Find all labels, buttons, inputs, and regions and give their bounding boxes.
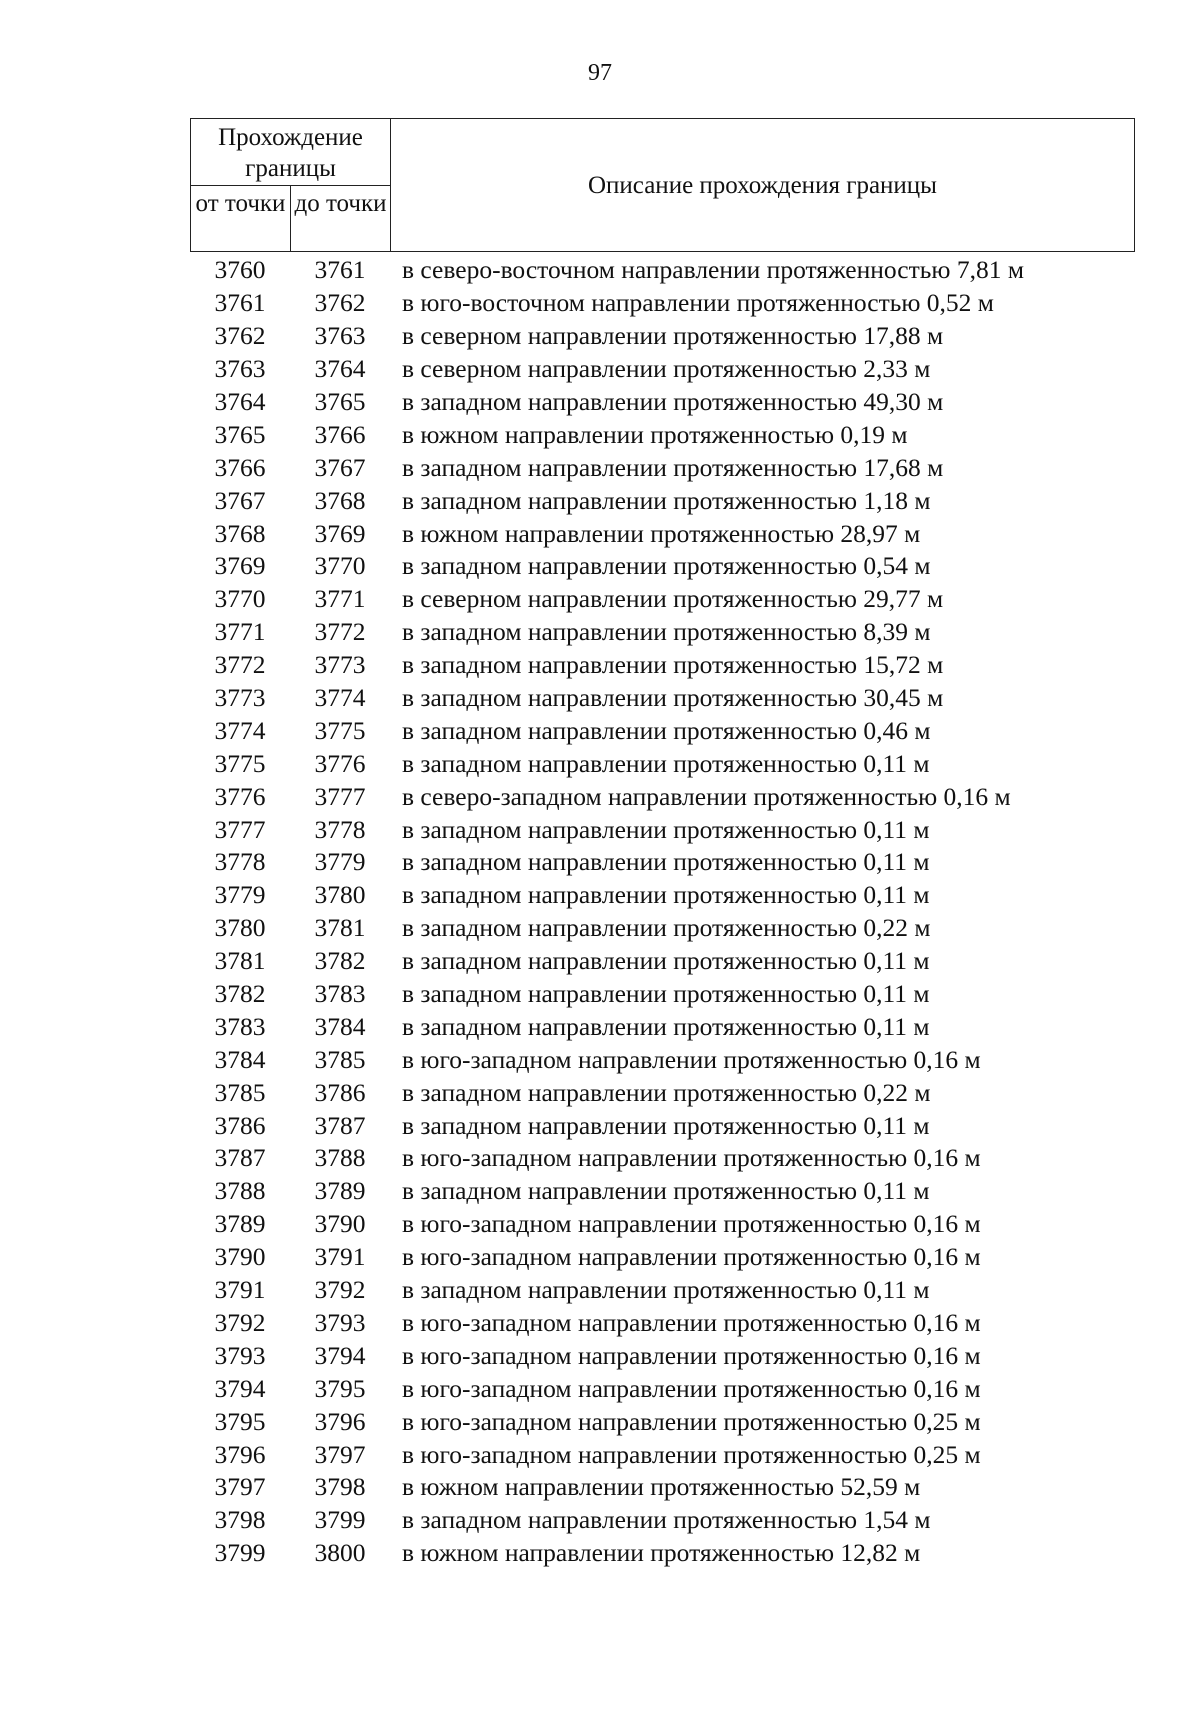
table-row (190, 550, 1135, 583)
page-number: 97 (588, 60, 612, 86)
to-point-cell: 3763 (314, 321, 366, 351)
to-point-cell: 3796 (314, 1406, 366, 1436)
to-point-cell: 3768 (314, 485, 366, 515)
to-point-cell: 3799 (314, 1505, 366, 1535)
header-boundary-passage: Прохождение границы (191, 119, 391, 186)
description-cell: в юго-западном направлении протяженностью 0,16 м (402, 1242, 981, 1272)
table-row (190, 353, 1135, 386)
from-point-cell: 3790 (214, 1242, 266, 1272)
from-point-cell: 3792 (214, 1307, 266, 1337)
to-point-cell: 3787 (314, 1110, 366, 1140)
from-point-cell: 3789 (214, 1209, 266, 1239)
from-point-cell: 3788 (214, 1176, 266, 1206)
to-point-cell: 3788 (314, 1143, 366, 1173)
table-row (190, 747, 1135, 780)
table-row (190, 1307, 1135, 1340)
from-point-cell: 3791 (214, 1275, 266, 1305)
from-point-cell: 3796 (214, 1439, 266, 1469)
to-point-cell: 3798 (314, 1472, 366, 1502)
table-row (190, 583, 1135, 616)
to-point-cell: 3793 (314, 1307, 366, 1337)
from-point-cell: 3760 (214, 255, 266, 285)
from-point-cell: 3763 (214, 354, 266, 384)
description-cell: в южном направлении протяженностью 28,97 м (402, 518, 921, 548)
description-cell: в северном направлении протяженностью 29,77 м (402, 584, 944, 614)
table-row (190, 386, 1135, 419)
to-point-cell: 3773 (314, 650, 366, 680)
description-cell: в западном направлении протяженностью 0,11 м (402, 847, 930, 877)
description-cell: в западном направлении протяженностью 0,11 м (402, 880, 930, 910)
description-cell: в юго-западном направлении протяженностью 0,25 м (402, 1439, 981, 1469)
table-row (190, 1405, 1135, 1438)
description-cell: в западном направлении протяженностью 0,11 м (402, 946, 930, 976)
header-description-label: Описание прохождения границы (588, 171, 937, 199)
description-cell: в южном направлении протяженностью 52,59 м (402, 1472, 921, 1502)
table-row (190, 1372, 1135, 1405)
from-point-cell: 3794 (214, 1373, 266, 1403)
from-point-cell: 3784 (214, 1044, 266, 1074)
table-row (190, 1504, 1135, 1537)
description-cell: в западном направлении протяженностью 30,45 м (402, 683, 944, 713)
table-row (190, 320, 1135, 353)
table-row (190, 912, 1135, 945)
to-point-cell: 3791 (314, 1242, 366, 1272)
from-point-cell: 3798 (214, 1505, 266, 1535)
from-point-cell: 3766 (214, 452, 266, 482)
table-row (190, 846, 1135, 879)
from-point-cell: 3795 (214, 1406, 266, 1436)
table-body (190, 254, 1135, 1570)
to-point-cell: 3797 (314, 1439, 366, 1469)
table-row (190, 1076, 1135, 1109)
description-cell: в западном направлении протяженностью 0,11 м (402, 1176, 930, 1206)
from-point-cell: 3773 (214, 683, 266, 713)
table-row (190, 1175, 1135, 1208)
description-cell: в юго-западном направлении протяженностью 0,16 м (402, 1209, 981, 1239)
table-row (190, 682, 1135, 715)
to-point-cell: 3779 (314, 847, 366, 877)
description-cell: в северном направлении протяженностью 2,33 м (402, 354, 931, 384)
from-point-cell: 3783 (214, 1011, 266, 1041)
table-row (190, 879, 1135, 912)
table-row (190, 451, 1135, 484)
from-point-cell: 3786 (214, 1110, 266, 1140)
to-point-cell: 3794 (314, 1340, 366, 1370)
to-point-cell: 3762 (314, 288, 366, 318)
from-point-cell: 3768 (214, 518, 266, 548)
from-point-cell: 3780 (214, 913, 266, 943)
table-row (190, 813, 1135, 846)
table-row (190, 945, 1135, 978)
from-point-cell: 3767 (214, 485, 266, 515)
to-point-cell: 3778 (314, 814, 366, 844)
description-cell: в юго-восточном направлении протяженностью 0,52 м (402, 288, 994, 318)
table-row (190, 1109, 1135, 1142)
header-to-point: до точки (291, 186, 391, 251)
table-row (190, 780, 1135, 813)
from-point-cell: 3774 (214, 715, 266, 745)
description-cell: в северном направлении протяженностью 17,88 м (402, 321, 944, 351)
description-cell: в западном направлении протяженностью 49,30 м (402, 387, 944, 416)
header-description (391, 119, 1134, 251)
description-cell: в западном направлении протяженностью 0,22 м (402, 913, 931, 943)
description-cell: в западном направлении протяженностью 0,11 м (402, 1110, 930, 1140)
from-point-cell: 3797 (214, 1472, 266, 1502)
to-point-cell: 3764 (314, 354, 366, 384)
from-point-cell: 3772 (214, 650, 266, 680)
from-point-cell: 3761 (214, 288, 266, 318)
table-row (190, 1438, 1135, 1471)
table-row (190, 1471, 1135, 1504)
table-row (190, 1274, 1135, 1307)
to-point-cell: 3789 (314, 1176, 366, 1206)
from-point-cell: 3771 (214, 617, 266, 647)
to-point-cell: 3766 (314, 419, 366, 449)
to-point-cell: 3761 (314, 255, 366, 285)
table-row (190, 517, 1135, 550)
to-point-cell: 3792 (314, 1275, 366, 1305)
table-row (190, 254, 1135, 287)
from-point-cell: 3777 (214, 814, 266, 844)
description-cell: в юго-западном направлении протяженностью 0,16 м (402, 1143, 981, 1173)
to-point-cell: 3774 (314, 683, 366, 713)
to-point-cell: 3767 (314, 452, 366, 482)
table-row (190, 714, 1135, 747)
table-row (190, 616, 1135, 649)
from-point-cell: 3793 (214, 1340, 266, 1370)
to-point-cell: 3785 (314, 1044, 366, 1074)
to-point-cell: 3800 (314, 1538, 366, 1568)
description-cell: в западном направлении протяженностью 0,11 м (402, 814, 930, 844)
to-point-cell: 3776 (314, 748, 366, 778)
table-row (190, 1537, 1135, 1570)
description-cell: в западном направлении протяженностью 0,11 м (402, 1275, 930, 1305)
from-point-cell: 3787 (214, 1143, 266, 1173)
to-point-cell: 3777 (314, 781, 366, 811)
description-cell: в южном направлении протяженностью 12,82 м (402, 1538, 921, 1568)
to-point-cell: 3781 (314, 913, 366, 943)
to-point-cell: 3772 (314, 617, 366, 647)
table-row (190, 287, 1135, 320)
description-cell: в западном направлении протяженностью 0,54 м (402, 551, 931, 581)
description-cell: в западном направлении протяженностью 17,68 м (402, 452, 944, 482)
table-header (190, 118, 1135, 252)
description-cell: в западном направлении протяженностью 8,39 м (402, 617, 931, 647)
from-point-cell: 3778 (214, 847, 266, 877)
description-cell: в западном направлении протяженностью 0,11 м (402, 748, 930, 778)
table-row (190, 1241, 1135, 1274)
table-row (190, 1339, 1135, 1372)
from-point-cell: 3764 (214, 387, 266, 416)
table-row (190, 1010, 1135, 1043)
from-point-cell: 3781 (214, 946, 266, 976)
to-point-cell: 3795 (314, 1373, 366, 1403)
from-point-cell: 3775 (214, 748, 266, 778)
table-row (190, 978, 1135, 1011)
description-cell: в западном направлении протяженностью 15,72 м (402, 650, 944, 680)
to-point-cell: 3765 (314, 387, 366, 416)
table-row (190, 1208, 1135, 1241)
description-cell: в юго-западном направлении протяженностью 0,16 м (402, 1044, 981, 1074)
table-row (190, 484, 1135, 517)
to-point-cell: 3770 (314, 551, 366, 581)
from-point-cell: 3762 (214, 321, 266, 351)
description-cell: в западном направлении протяженностью 1,18 м (402, 485, 931, 515)
description-cell: в юго-западном направлении протяженностью 0,25 м (402, 1406, 981, 1436)
to-point-cell: 3783 (314, 979, 366, 1009)
description-cell: в северо-западном направлении протяженностью 0,16 м (402, 781, 1011, 811)
description-cell: в юго-западном направлении протяженностью 0,16 м (402, 1373, 981, 1403)
table-row (190, 1142, 1135, 1175)
table-row (190, 649, 1135, 682)
to-point-cell: 3769 (314, 518, 366, 548)
to-point-cell: 3780 (314, 880, 366, 910)
description-cell: в западном направлении протяженностью 1,54 м (402, 1505, 931, 1535)
description-cell: в северо-восточном направлении протяженностью 7,81 м (402, 255, 1024, 285)
header-from-point: от точки (191, 186, 291, 251)
to-point-cell: 3771 (314, 584, 366, 614)
description-cell: в юго-западном направлении протяженностью 0,16 м (402, 1340, 981, 1370)
from-point-cell: 3770 (214, 584, 266, 614)
table-row (190, 418, 1135, 451)
description-cell: в западном направлении протяженностью 0,11 м (402, 1011, 930, 1041)
from-point-cell: 3779 (214, 880, 266, 910)
from-point-cell: 3765 (214, 419, 266, 449)
table-row (190, 1043, 1135, 1076)
description-cell: в западном направлении протяженностью 0,22 м (402, 1077, 931, 1107)
to-point-cell: 3782 (314, 946, 366, 976)
to-point-cell: 3786 (314, 1077, 366, 1107)
from-point-cell: 3782 (214, 979, 266, 1009)
to-point-cell: 3784 (314, 1011, 366, 1041)
description-cell: в западном направлении протяженностью 0,46 м (402, 715, 931, 745)
to-point-cell: 3790 (314, 1209, 366, 1239)
from-point-cell: 3799 (214, 1538, 266, 1568)
from-point-cell: 3785 (214, 1077, 266, 1107)
description-cell: в южном направлении протяженностью 0,19 м (402, 419, 908, 449)
from-point-cell: 3769 (214, 551, 266, 581)
description-cell: в юго-западном направлении протяженностью 0,16 м (402, 1307, 981, 1337)
from-point-cell: 3776 (214, 781, 266, 811)
description-cell: в западном направлении протяженностью 0,11 м (402, 979, 930, 1009)
to-point-cell: 3775 (314, 715, 366, 745)
